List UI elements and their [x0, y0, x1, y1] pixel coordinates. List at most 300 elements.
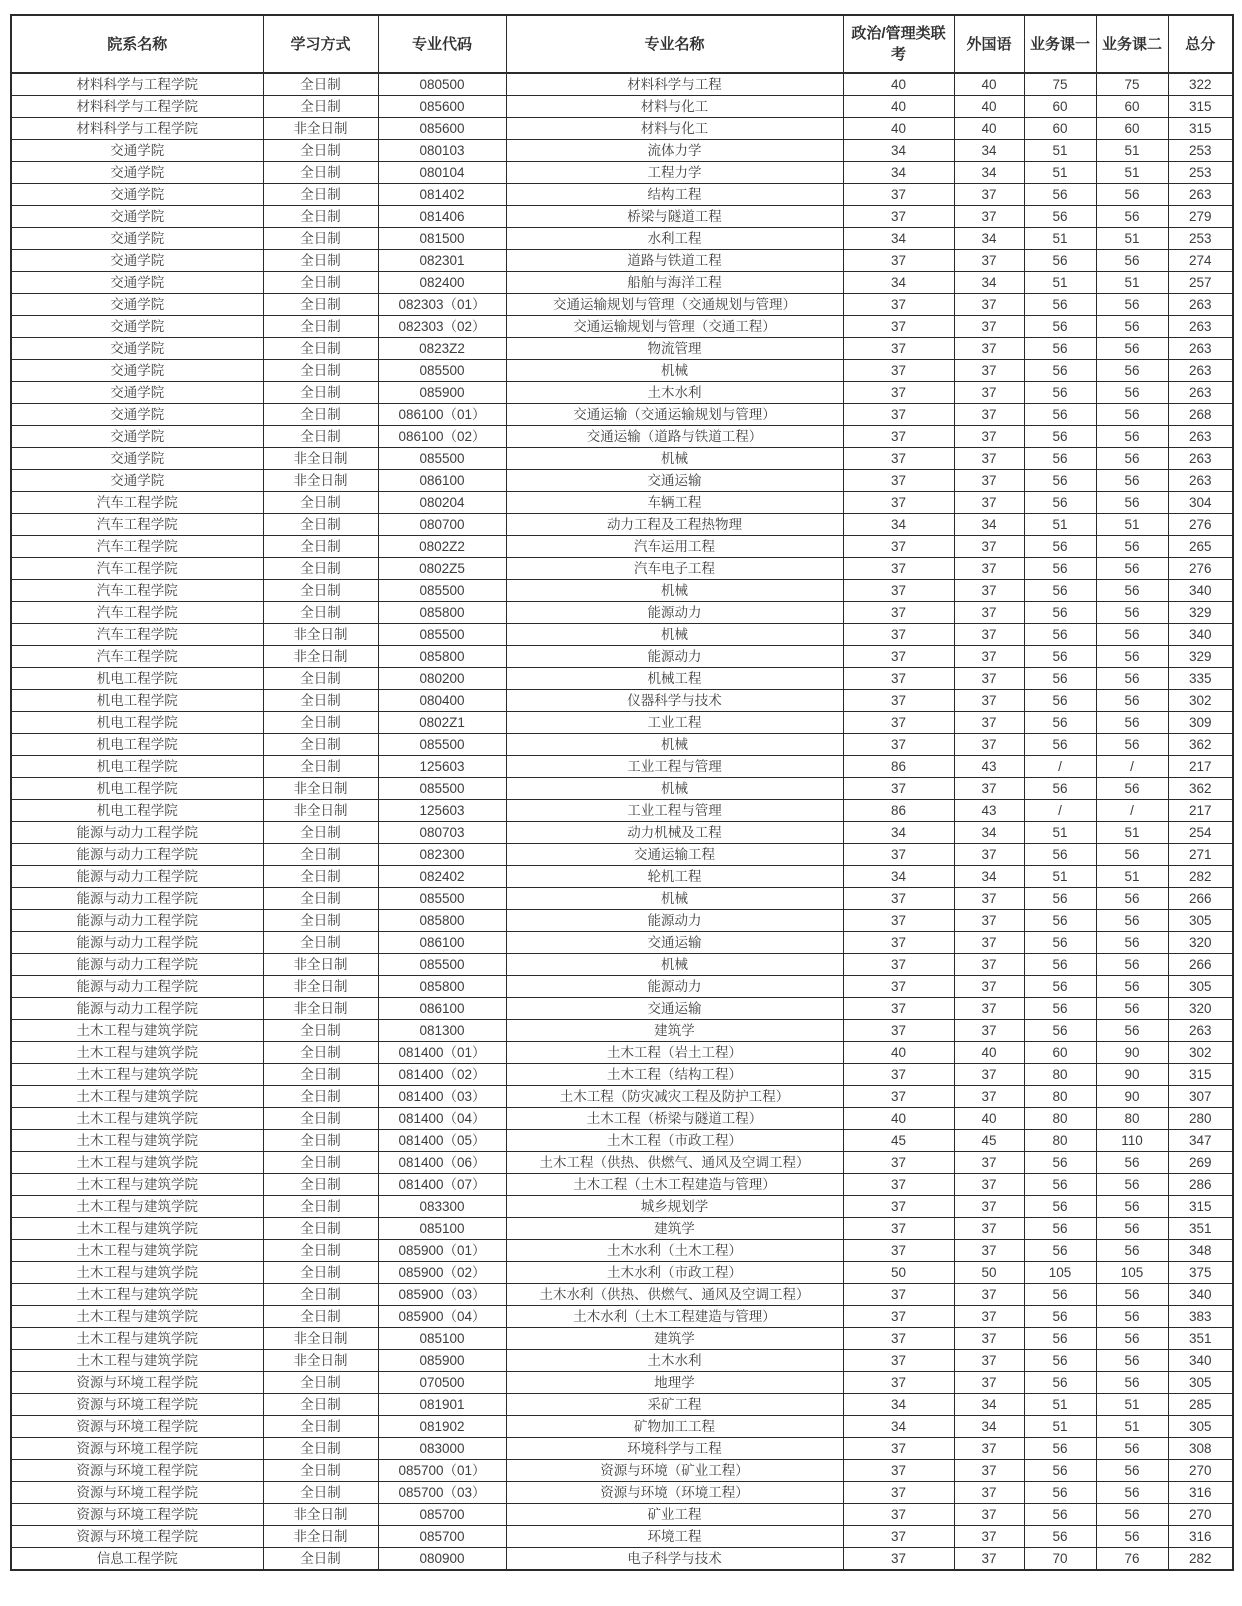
cell-major_name: 动力机械及工程 [506, 822, 843, 844]
cell-total_score: 340 [1168, 580, 1233, 602]
cell-study_mode: 全日制 [263, 690, 378, 712]
cell-politics_exam: 37 [843, 1460, 954, 1482]
cell-foreign_language: 40 [954, 118, 1024, 140]
cell-course_two: 90 [1096, 1042, 1168, 1064]
cell-foreign_language: 43 [954, 800, 1024, 822]
cell-major_code: 081400（07） [378, 1174, 506, 1196]
table-row [11, 1394, 1233, 1416]
cell-study_mode: 全日制 [263, 932, 378, 954]
cell-major_name: 工业工程与管理 [506, 800, 843, 822]
cell-foreign_language: 37 [954, 1020, 1024, 1042]
cell-major_name: 汽车运用工程 [506, 536, 843, 558]
cell-politics_exam: 37 [843, 382, 954, 404]
cell-politics_exam: 37 [843, 1482, 954, 1504]
cell-course_one: 56 [1024, 536, 1096, 558]
cell-course_two: 56 [1096, 712, 1168, 734]
cell-major_code: 081400（04） [378, 1108, 506, 1130]
cell-foreign_language: 37 [954, 602, 1024, 624]
cell-course_one: 80 [1024, 1064, 1096, 1086]
cell-major_code: 085500 [378, 734, 506, 756]
cell-total_score: 315 [1168, 1196, 1233, 1218]
cell-course_two: 56 [1096, 954, 1168, 976]
cell-study_mode: 全日制 [263, 514, 378, 536]
cell-department: 交通学院 [11, 140, 263, 162]
cell-politics_exam: 37 [843, 404, 954, 426]
cell-politics_exam: 37 [843, 470, 954, 492]
cell-foreign_language: 37 [954, 250, 1024, 272]
cell-course_one: 56 [1024, 668, 1096, 690]
table-row [11, 1262, 1233, 1284]
cell-study_mode: 非全日制 [263, 778, 378, 800]
cell-foreign_language: 37 [954, 1240, 1024, 1262]
table-row [11, 1086, 1233, 1108]
cell-major_name: 流体力学 [506, 140, 843, 162]
cell-politics_exam: 37 [843, 536, 954, 558]
cell-department: 交通学院 [11, 448, 263, 470]
table-row [11, 1042, 1233, 1064]
cell-study_mode: 全日制 [263, 140, 378, 162]
cell-department: 土木工程与建筑学院 [11, 1218, 263, 1240]
cell-course_two: 56 [1096, 1284, 1168, 1306]
cell-major_name: 城乡规划学 [506, 1196, 843, 1218]
cell-total_score: 320 [1168, 932, 1233, 954]
table-row [11, 1482, 1233, 1504]
cell-course_one: 56 [1024, 976, 1096, 998]
cell-major_name: 土木工程（防灾减灾工程及防护工程） [506, 1086, 843, 1108]
cell-course_one: 80 [1024, 1130, 1096, 1152]
table-row [11, 668, 1233, 690]
cell-study_mode: 非全日制 [263, 998, 378, 1020]
cell-study_mode: 全日制 [263, 756, 378, 778]
table-row [11, 1108, 1233, 1130]
cell-course_one: 56 [1024, 646, 1096, 668]
cell-politics_exam: 40 [843, 1108, 954, 1130]
cell-department: 土木工程与建筑学院 [11, 1174, 263, 1196]
cell-study_mode: 全日制 [263, 1240, 378, 1262]
cell-total_score: 362 [1168, 778, 1233, 800]
cell-department: 交通学院 [11, 206, 263, 228]
cell-total_score: 217 [1168, 800, 1233, 822]
cell-course_two: 56 [1096, 1196, 1168, 1218]
table-row [11, 778, 1233, 800]
cell-course_one: 56 [1024, 206, 1096, 228]
cell-department: 交通学院 [11, 184, 263, 206]
cell-course_two: 56 [1096, 1152, 1168, 1174]
cell-course_one: 60 [1024, 96, 1096, 118]
table-row [11, 1438, 1233, 1460]
cell-major_name: 汽车电子工程 [506, 558, 843, 580]
cell-major_name: 机械 [506, 580, 843, 602]
cell-foreign_language: 37 [954, 184, 1024, 206]
cell-total_score: 276 [1168, 558, 1233, 580]
cell-study_mode: 全日制 [263, 1438, 378, 1460]
cell-politics_exam: 86 [843, 800, 954, 822]
column-header-politics_exam: 政治/管理类联考 [843, 15, 954, 73]
cell-study_mode: 全日制 [263, 1130, 378, 1152]
cell-course_one: 51 [1024, 1416, 1096, 1438]
cell-major_code: 081400（01） [378, 1042, 506, 1064]
cell-total_score: 263 [1168, 1020, 1233, 1042]
table-row [11, 580, 1233, 602]
cell-major_name: 电子科学与技术 [506, 1548, 843, 1571]
cell-department: 汽车工程学院 [11, 536, 263, 558]
table-body [11, 73, 1233, 1570]
cell-department: 能源与动力工程学院 [11, 910, 263, 932]
cell-major_code: 0802Z5 [378, 558, 506, 580]
cell-major_name: 交通运输 [506, 470, 843, 492]
table-row [11, 1174, 1233, 1196]
cell-major_code: 085800 [378, 976, 506, 998]
cell-major_name: 土木水利（土木工程建造与管理） [506, 1306, 843, 1328]
cell-foreign_language: 50 [954, 1262, 1024, 1284]
cell-foreign_language: 40 [954, 96, 1024, 118]
cell-department: 材料科学与工程学院 [11, 73, 263, 96]
cell-major_code: 085700 [378, 1504, 506, 1526]
cell-study_mode: 非全日制 [263, 448, 378, 470]
cell-study_mode: 全日制 [263, 668, 378, 690]
cell-course_one: 56 [1024, 448, 1096, 470]
column-header-study_mode: 学习方式 [263, 15, 378, 73]
cell-study_mode: 全日制 [263, 426, 378, 448]
cell-total_score: 271 [1168, 844, 1233, 866]
cell-total_score: 322 [1168, 73, 1233, 96]
cell-department: 机电工程学院 [11, 734, 263, 756]
cell-course_two: 56 [1096, 492, 1168, 514]
table-row [11, 228, 1233, 250]
cell-foreign_language: 37 [954, 712, 1024, 734]
cell-major_code: 082402 [378, 866, 506, 888]
cell-course_one: 60 [1024, 118, 1096, 140]
cell-department: 机电工程学院 [11, 778, 263, 800]
cell-major_code: 082300 [378, 844, 506, 866]
cell-foreign_language: 37 [954, 1438, 1024, 1460]
cell-department: 能源与动力工程学院 [11, 976, 263, 998]
cell-department: 交通学院 [11, 294, 263, 316]
cell-total_score: 263 [1168, 338, 1233, 360]
cell-major_code: 080200 [378, 668, 506, 690]
cell-major_code: 086100 [378, 932, 506, 954]
cell-politics_exam: 40 [843, 1042, 954, 1064]
cell-major_code: 085600 [378, 96, 506, 118]
cell-course_one: 56 [1024, 184, 1096, 206]
cell-total_score: 335 [1168, 668, 1233, 690]
cell-major_code: 080900 [378, 1548, 506, 1571]
cell-politics_exam: 37 [843, 206, 954, 228]
cell-politics_exam: 37 [843, 338, 954, 360]
cell-major_name: 交通运输规划与管理（交通工程） [506, 316, 843, 338]
cell-major_name: 土木水利（市政工程） [506, 1262, 843, 1284]
cell-course_two: 56 [1096, 998, 1168, 1020]
cell-study_mode: 全日制 [263, 712, 378, 734]
cell-course_one: 56 [1024, 624, 1096, 646]
cell-foreign_language: 34 [954, 140, 1024, 162]
cell-politics_exam: 37 [843, 1086, 954, 1108]
table-row [11, 558, 1233, 580]
cell-major_code: 080104 [378, 162, 506, 184]
cell-course_two: 51 [1096, 1394, 1168, 1416]
cell-major_code: 085800 [378, 646, 506, 668]
cell-total_score: 316 [1168, 1526, 1233, 1548]
cell-foreign_language: 37 [954, 558, 1024, 580]
cell-course_one: 51 [1024, 866, 1096, 888]
cell-study_mode: 全日制 [263, 1284, 378, 1306]
cell-course_two: 56 [1096, 668, 1168, 690]
cell-politics_exam: 37 [843, 646, 954, 668]
table-row [11, 162, 1233, 184]
cell-major_code: 125603 [378, 800, 506, 822]
cell-major_name: 机械 [506, 888, 843, 910]
cell-study_mode: 非全日制 [263, 1526, 378, 1548]
cell-major_code: 070500 [378, 1372, 506, 1394]
cell-politics_exam: 45 [843, 1130, 954, 1152]
table-row [11, 1152, 1233, 1174]
cell-course_one: 51 [1024, 822, 1096, 844]
cell-study_mode: 非全日制 [263, 646, 378, 668]
cell-course_two: 56 [1096, 184, 1168, 206]
cell-course_one: 56 [1024, 294, 1096, 316]
cell-department: 资源与环境工程学院 [11, 1526, 263, 1548]
cell-foreign_language: 34 [954, 1394, 1024, 1416]
cell-course_one: 56 [1024, 1020, 1096, 1042]
cell-study_mode: 全日制 [263, 536, 378, 558]
cell-study_mode: 全日制 [263, 734, 378, 756]
cell-foreign_language: 37 [954, 932, 1024, 954]
cell-major_code: 0802Z1 [378, 712, 506, 734]
cell-foreign_language: 34 [954, 514, 1024, 536]
cell-course_one: 56 [1024, 1196, 1096, 1218]
cell-major_code: 085700（01） [378, 1460, 506, 1482]
cell-major_name: 机械 [506, 954, 843, 976]
cell-department: 交通学院 [11, 250, 263, 272]
cell-foreign_language: 43 [954, 756, 1024, 778]
cell-course_two: 56 [1096, 580, 1168, 602]
cell-course_two: 56 [1096, 646, 1168, 668]
cell-total_score: 253 [1168, 162, 1233, 184]
cell-course_one: 56 [1024, 1350, 1096, 1372]
cell-total_score: 217 [1168, 756, 1233, 778]
cell-major_code: 085900（02） [378, 1262, 506, 1284]
cell-department: 交通学院 [11, 360, 263, 382]
table-row [11, 1020, 1233, 1042]
cell-department: 机电工程学院 [11, 668, 263, 690]
table-row [11, 382, 1233, 404]
cell-department: 能源与动力工程学院 [11, 954, 263, 976]
cell-department: 土木工程与建筑学院 [11, 1020, 263, 1042]
cell-foreign_language: 37 [954, 1064, 1024, 1086]
cell-major_code: 086100 [378, 470, 506, 492]
cell-total_score: 253 [1168, 140, 1233, 162]
cell-course_one: 80 [1024, 1086, 1096, 1108]
cell-department: 土木工程与建筑学院 [11, 1306, 263, 1328]
cell-total_score: 285 [1168, 1394, 1233, 1416]
cell-foreign_language: 37 [954, 910, 1024, 932]
cell-major_code: 086100（02） [378, 426, 506, 448]
cell-politics_exam: 37 [843, 690, 954, 712]
cell-course_one: 56 [1024, 404, 1096, 426]
table-row [11, 756, 1233, 778]
cell-department: 土木工程与建筑学院 [11, 1240, 263, 1262]
cell-study_mode: 非全日制 [263, 1504, 378, 1526]
cell-course_one: 80 [1024, 1108, 1096, 1130]
table-row [11, 73, 1233, 96]
cell-department: 材料科学与工程学院 [11, 96, 263, 118]
cell-major_name: 材料与化工 [506, 96, 843, 118]
cell-course_one: 56 [1024, 1372, 1096, 1394]
cell-course_two: 56 [1096, 602, 1168, 624]
cell-course_two: 56 [1096, 734, 1168, 756]
cell-department: 机电工程学院 [11, 800, 263, 822]
cell-foreign_language: 34 [954, 162, 1024, 184]
cell-course_one: 56 [1024, 954, 1096, 976]
cell-course_two: 76 [1096, 1548, 1168, 1571]
cell-major_name: 能源动力 [506, 602, 843, 624]
table-row [11, 800, 1233, 822]
cell-course_two: 56 [1096, 426, 1168, 448]
cell-major_name: 机械工程 [506, 668, 843, 690]
cell-foreign_language: 37 [954, 1196, 1024, 1218]
cell-major_code: 083300 [378, 1196, 506, 1218]
cell-major_name: 能源动力 [506, 646, 843, 668]
cell-course_one: 56 [1024, 426, 1096, 448]
cell-major_code: 085500 [378, 360, 506, 382]
cell-department: 土木工程与建筑学院 [11, 1262, 263, 1284]
cell-course_one: 51 [1024, 272, 1096, 294]
cell-major_code: 085500 [378, 888, 506, 910]
table-row [11, 1240, 1233, 1262]
cell-major_code: 085800 [378, 910, 506, 932]
cell-study_mode: 全日制 [263, 866, 378, 888]
cell-course_one: 56 [1024, 382, 1096, 404]
cell-department: 土木工程与建筑学院 [11, 1328, 263, 1350]
cell-foreign_language: 37 [954, 1548, 1024, 1571]
cell-major_code: 085900 [378, 1350, 506, 1372]
cell-total_score: 286 [1168, 1174, 1233, 1196]
cell-total_score: 383 [1168, 1306, 1233, 1328]
cell-foreign_language: 37 [954, 976, 1024, 998]
cell-foreign_language: 37 [954, 470, 1024, 492]
cell-major_code: 085500 [378, 954, 506, 976]
cell-major_name: 土木工程（桥梁与隧道工程） [506, 1108, 843, 1130]
cell-department: 汽车工程学院 [11, 514, 263, 536]
cell-major_name: 矿物加工工程 [506, 1416, 843, 1438]
cell-politics_exam: 37 [843, 1548, 954, 1571]
cell-politics_exam: 37 [843, 580, 954, 602]
cell-department: 资源与环境工程学院 [11, 1482, 263, 1504]
cell-department: 机电工程学院 [11, 756, 263, 778]
cell-foreign_language: 37 [954, 778, 1024, 800]
cell-foreign_language: 37 [954, 1328, 1024, 1350]
table-row [11, 470, 1233, 492]
cell-politics_exam: 37 [843, 624, 954, 646]
table-row [11, 448, 1233, 470]
cell-major_code: 080500 [378, 73, 506, 96]
cell-department: 信息工程学院 [11, 1548, 263, 1571]
cell-foreign_language: 37 [954, 998, 1024, 1020]
cell-study_mode: 全日制 [263, 184, 378, 206]
cell-major_name: 建筑学 [506, 1328, 843, 1350]
cell-course_one: 51 [1024, 140, 1096, 162]
cell-foreign_language: 34 [954, 228, 1024, 250]
table-row [11, 998, 1233, 1020]
cell-politics_exam: 37 [843, 954, 954, 976]
cell-department: 土木工程与建筑学院 [11, 1042, 263, 1064]
table-row [11, 426, 1233, 448]
cell-total_score: 266 [1168, 954, 1233, 976]
cell-major_code: 082301 [378, 250, 506, 272]
cell-study_mode: 全日制 [263, 294, 378, 316]
cell-study_mode: 全日制 [263, 338, 378, 360]
cell-politics_exam: 34 [843, 822, 954, 844]
cell-foreign_language: 37 [954, 316, 1024, 338]
cell-politics_exam: 40 [843, 73, 954, 96]
cell-course_two: 56 [1096, 470, 1168, 492]
cell-politics_exam: 37 [843, 1240, 954, 1262]
cell-major_name: 工程力学 [506, 162, 843, 184]
cell-course_two: 56 [1096, 976, 1168, 998]
cell-foreign_language: 37 [954, 382, 1024, 404]
cell-course_two: 56 [1096, 1526, 1168, 1548]
cell-major_name: 交通运输（交通运输规划与管理） [506, 404, 843, 426]
cell-course_one: 75 [1024, 73, 1096, 96]
cell-politics_exam: 37 [843, 1064, 954, 1086]
cell-politics_exam: 37 [843, 448, 954, 470]
cell-major_name: 土木工程（岩土工程） [506, 1042, 843, 1064]
cell-politics_exam: 37 [843, 1372, 954, 1394]
cell-total_score: 263 [1168, 426, 1233, 448]
cell-department: 交通学院 [11, 228, 263, 250]
cell-course_two: 60 [1096, 96, 1168, 118]
cell-foreign_language: 37 [954, 734, 1024, 756]
cell-politics_exam: 37 [843, 1504, 954, 1526]
cell-major_name: 道路与铁道工程 [506, 250, 843, 272]
cell-course_two: 56 [1096, 294, 1168, 316]
cell-politics_exam: 37 [843, 976, 954, 998]
cell-foreign_language: 37 [954, 624, 1024, 646]
cell-total_score: 348 [1168, 1240, 1233, 1262]
cell-foreign_language: 37 [954, 1086, 1024, 1108]
cell-course_two: 80 [1096, 1108, 1168, 1130]
cell-department: 汽车工程学院 [11, 624, 263, 646]
cell-major_name: 工业工程与管理 [506, 756, 843, 778]
cell-major_code: 085800 [378, 602, 506, 624]
cell-politics_exam: 37 [843, 910, 954, 932]
cell-politics_exam: 37 [843, 668, 954, 690]
table-row [11, 712, 1233, 734]
cell-major_code: 085500 [378, 778, 506, 800]
cell-politics_exam: 40 [843, 118, 954, 140]
cell-major_code: 081402 [378, 184, 506, 206]
cell-politics_exam: 34 [843, 1394, 954, 1416]
cell-course_one: 56 [1024, 1152, 1096, 1174]
cell-foreign_language: 37 [954, 492, 1024, 514]
cell-foreign_language: 37 [954, 1152, 1024, 1174]
cell-major_code: 086100（01） [378, 404, 506, 426]
cell-foreign_language: 37 [954, 690, 1024, 712]
cell-course_one: 56 [1024, 1438, 1096, 1460]
cell-total_score: 263 [1168, 470, 1233, 492]
cell-major_code: 081500 [378, 228, 506, 250]
cell-major_name: 动力工程及工程热物理 [506, 514, 843, 536]
cell-course_two: 56 [1096, 778, 1168, 800]
cell-major_code: 085600 [378, 118, 506, 140]
cell-major_name: 土木工程（市政工程） [506, 1130, 843, 1152]
cell-department: 能源与动力工程学院 [11, 888, 263, 910]
cell-course_two: 51 [1096, 140, 1168, 162]
cell-total_score: 315 [1168, 1064, 1233, 1086]
cell-course_two: 90 [1096, 1086, 1168, 1108]
cell-course_two: 56 [1096, 1306, 1168, 1328]
cell-study_mode: 全日制 [263, 602, 378, 624]
